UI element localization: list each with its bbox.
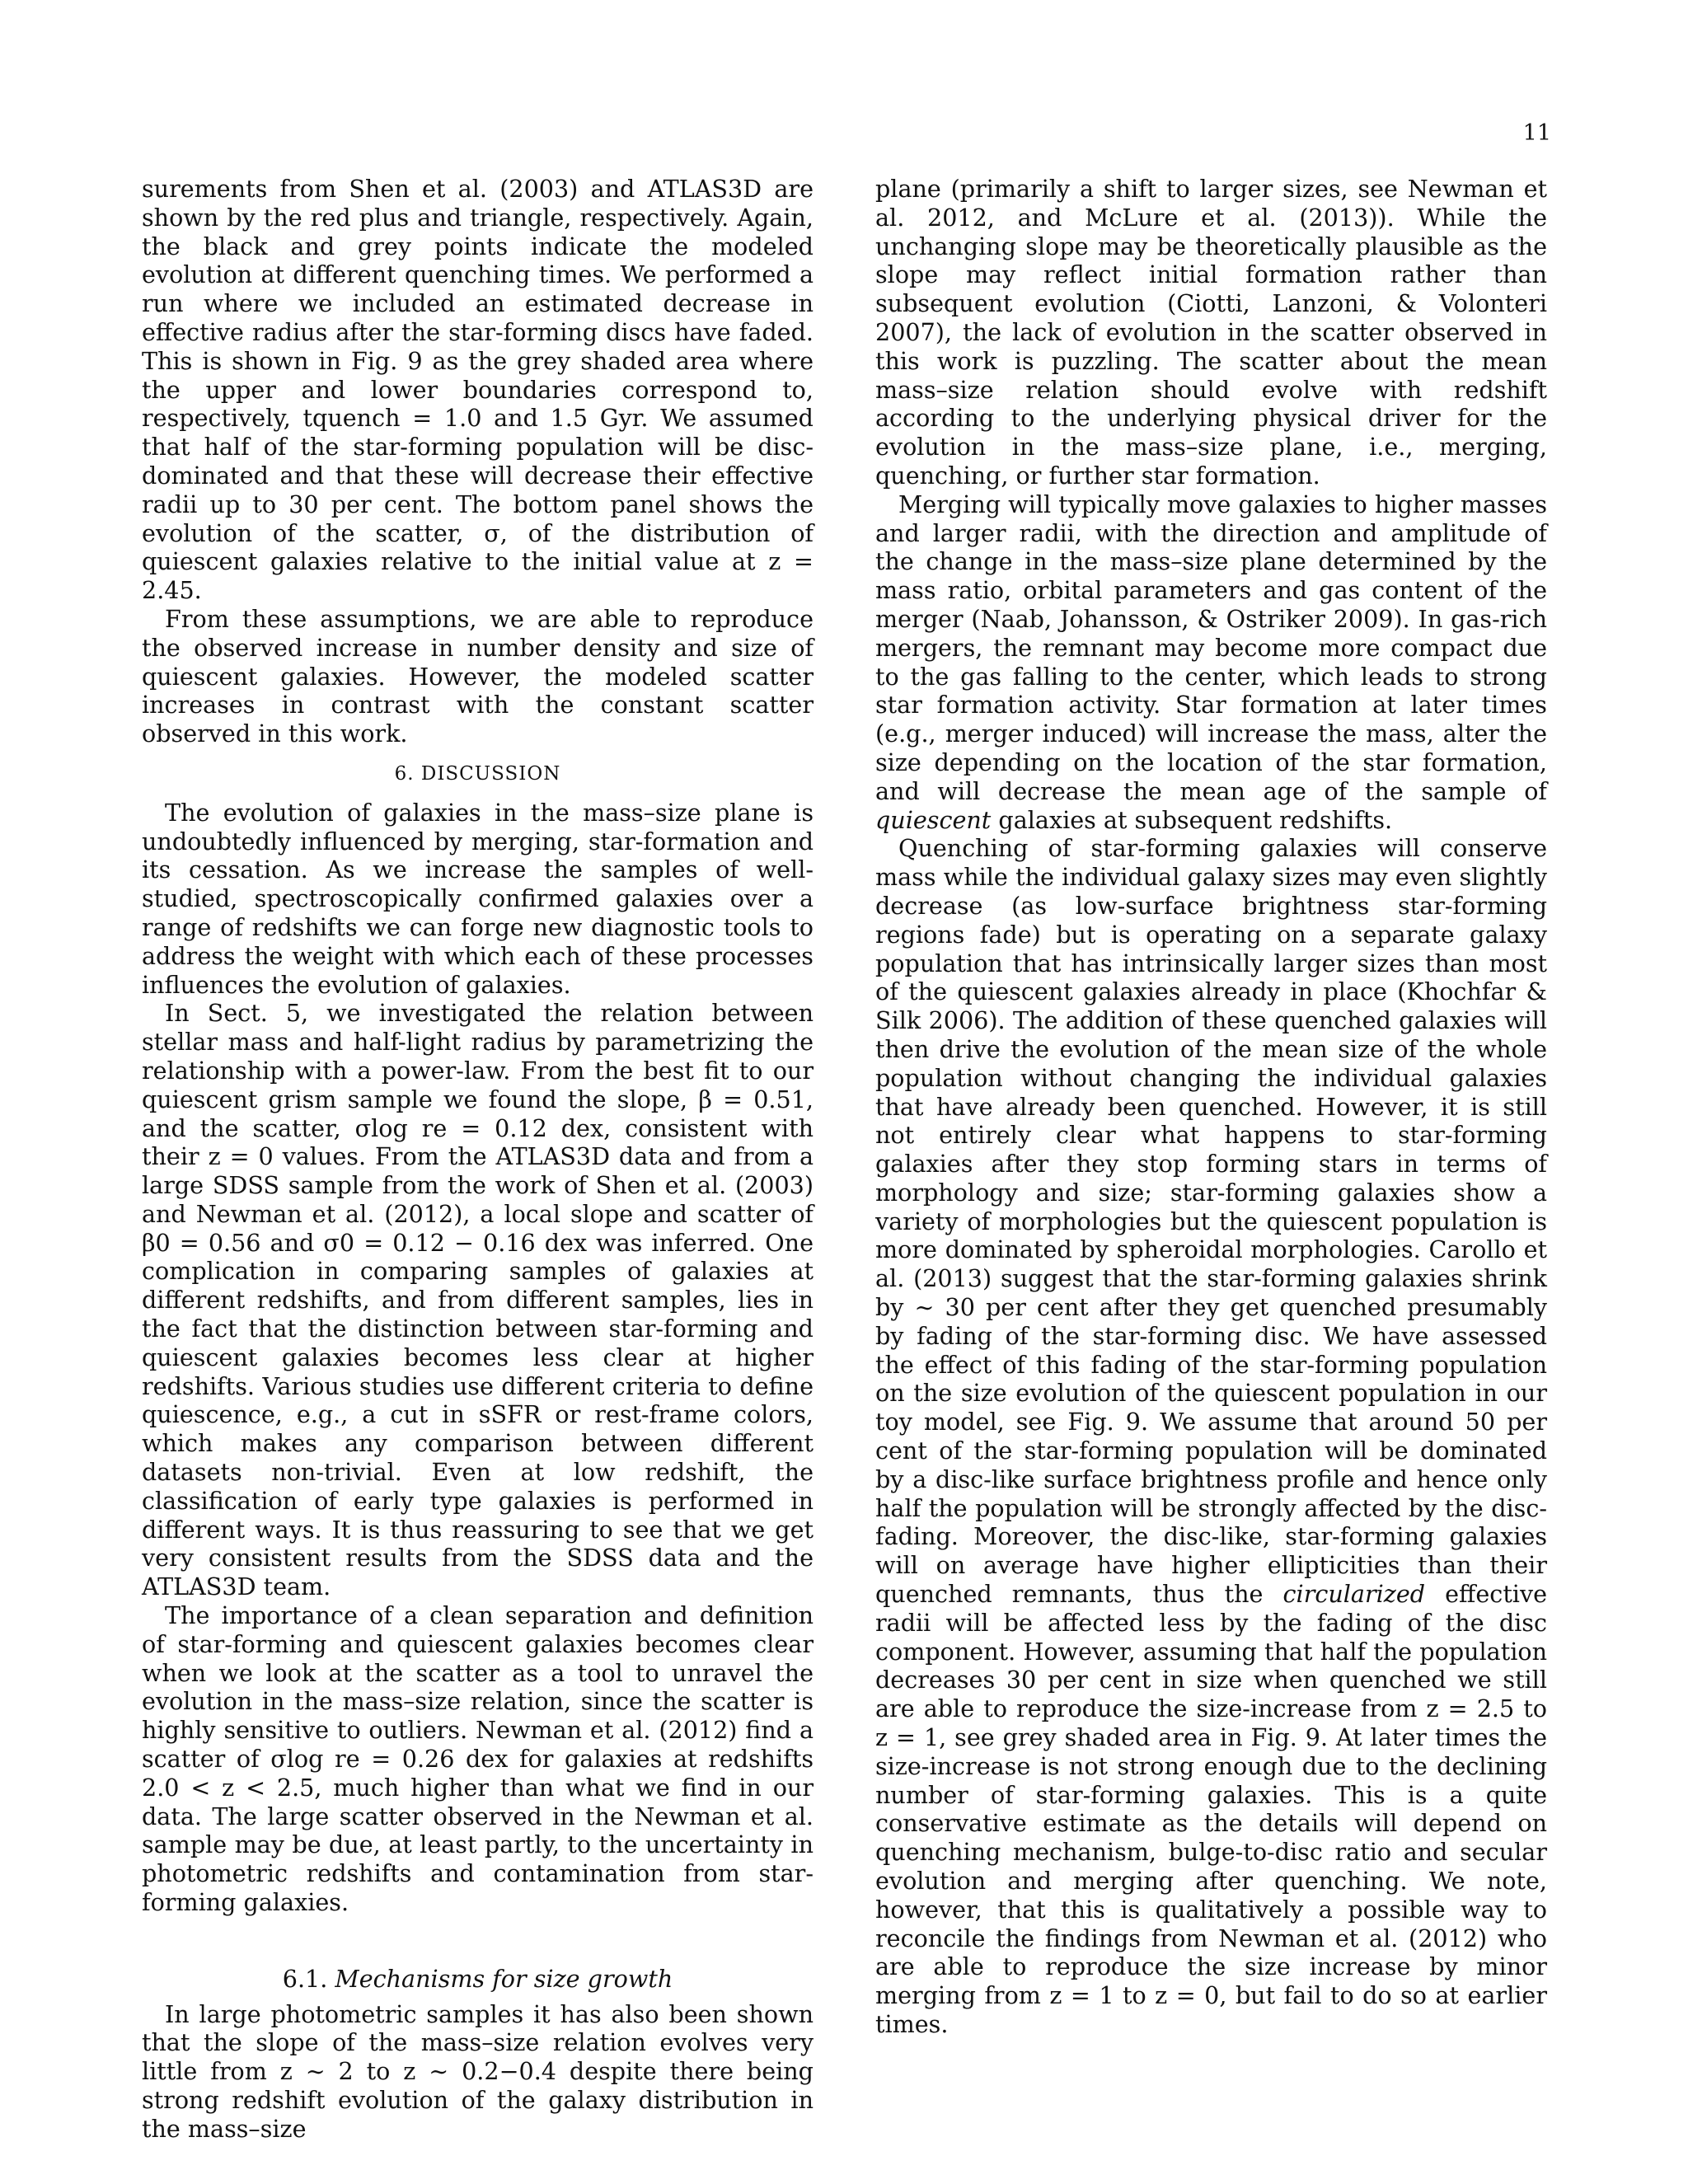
paragraph: The evolution of galaxies in the mass–size plane is undoubtedly influenced by merging, star-formation and its cessation. As we increase the samples of well-studied, spectroscopically confirmed galaxies over a range of redshifts we can forge new diagnostic tools to address the weight with which each of these processes influences the evolution of galaxies. — [142, 798, 814, 999]
paragraph: plane (primarily a shift to larger sizes, see Newman et al. 2012, and McLure et al. (2013)). While the unchanging slope may be theoretically plausible as the slope may reflect initial formation rather than subsequent evolution (Ciotti, Lanzoni, & Volonteri 2007), the lack of evolution in the scatter observed in this work is puzzling. The scatter about the mean mass–size relation should evolve with redshift according to the underlying physical driver for the evolution in the mass–size plane, i.e., merging, quenching, or further star formation. — [875, 175, 1547, 490]
paragraph: The importance of a clean separation and definition of star-forming and quiescent galaxies becomes clear when we look at the scatter as a tool to unravel the evolution in the mass–size relation, since the scatter is highly sensitive to outliers. Newman et al. (2012) find a scatter of σlog re = 0.26 dex for galaxies at redshifts 2.0 < z < 2.5, much higher than what we find in our data. The large scatter observed in the Newman et al. sample may be due, at least partly, to the uncertainty in photometric redshifts and contamination from star-forming galaxies. — [142, 1601, 814, 1917]
subsection-number: 6.1. — [282, 1964, 328, 1993]
right-column — [875, 175, 1547, 2039]
subsection-heading — [142, 1965, 814, 1994]
subsection-title: Mechanisms for size growth — [335, 1964, 673, 1993]
paragraph-text: Quenching of star-forming galaxies will conserve mass while the individual galaxy sizes may even slightly decrease (as low-surface brightness star-forming regions fade) but is operating on a separate galaxy population that has intrinsically larger sizes than most of the quiescent galaxies already in place (Khochfar & Silk 2006). The addition of these quenched galaxies will then drive the evolution of the mean size of the whole population without changing the individual galaxies that have already been quenched. However, it is still not entirely clear what happens to star-forming galaxies after they stop forming stars in terms of morphology and size; star-forming galaxies show a variety of morphologies but the quiescent population is more dominated by spheroidal morphologies. Carollo et al. (2013) suggest that the star-forming galaxies shrink by ∼ 30 per cent after they get quenched presumably by fading of the star-forming disc. We have assessed the effect of this fading of the star-forming population on the size evolution of the quiescent population in our toy model, see Fig. 9. We assume that around 50 per cent of the star-forming population will be dominated by a disc-like surface brightness profile and hence only half the population will be strongly affected by the disc-fading. Moreover, the disc-like, star-forming galaxies will on average have higher ellipticities than their quenched remnants, thus the — [875, 834, 1547, 1609]
left-column — [142, 175, 814, 2144]
paragraph-text: galaxies at subsequent redshifts. — [998, 805, 1393, 834]
paragraph: In large photometric samples it has also been shown that the slope of the mass–size relation evolves very little from z ∼ 2 to z ∼ 0.2−0.4 despite there being strong redshift evolution of the galaxy distribution in the mass–size — [142, 1999, 814, 2143]
paragraph: From these assumptions, we are able to reproduce the observed increase in number density and size of quiescent galaxies. However, the modeled scatter increases in contrast with the constant scatter observed in this work. — [142, 604, 814, 748]
paragraph-text: Merging will typically move galaxies to higher masses and larger radii, with the direction and amplitude of the change in the mass–size plane determined by the mass ratio, orbital parameters and gas content of the merger (Naab, Johansson, & Ostriker 2009). In gas-rich mergers, the remnant may become more compact due to the gas falling to the center, which leads to strong star formation activity. Star formation at later times (e.g., merger induced) will increase the mass, alter the size depending on the location of the star formation, and will decrease the mean age of the sample of — [875, 490, 1547, 805]
paragraph: In Sect. 5, we investigated the relation between stellar mass and half-light radius by parametrizing the relationship with a power-law. From the best fit to our quiescent grism sample we found the slope, β = 0.51, and the scatter, σlog re = 0.12 dex, consistent with their z = 0 values. From the ATLAS3D data and from a large SDSS sample from the work of Shen et al. (2003) and Newman et al. (2012), a local slope and scatter of β0 = 0.56 and σ0 = 0.12 − 0.16 dex was inferred. One complication in comparing samples of galaxies at different redshifts, and from different samples, lies in the fact that the distinction between star-forming and quiescent galaxies becomes less clear at higher redshifts. Various studies use different criteria to define quiescence, e.g., a cut in sSFR or rest-frame colors, which makes any comparison between different datasets non-trivial. Even at low redshift, the classification of early type galaxies is performed in different ways. It is thus reassuring to see that we get very consistent results from the SDSS data and the ATLAS3D team. — [142, 999, 814, 1601]
paragraph — [875, 834, 1547, 2038]
paragraph-text: effective radii will be affected less by the fading of the disc component. However, assuming that half the population decreases 30 per cent in size when quenched we still are able to reproduce the size-increase from z = 2.5 to z = 1, see grey shaded area in Fig. 9. At later times the size-increase is not strong enough due to the declining number of star-forming galaxies. This is a quite conservative estimate as the details will depend on quenching mechanism, bulge-to-disc ratio and secular evolution and merging after quenching. We note, however, that this is qualitatively a possible way to reconcile the findings from Newman et al. (2012) who are able to reproduce the size increase by minor merging from z = 1 to z = 0, but fail to do so at earlier times. — [875, 1580, 1548, 2038]
emphasis: quiescent — [875, 805, 992, 834]
emphasis: circularized — [1282, 1580, 1426, 1609]
paragraph: surements from Shen et al. (2003) and ATLAS3D are shown by the red plus and triangle, respectively. Again, the black and grey points indicate the modeled evolution at different quenching times. We performed a run where we included an estimated decrease in effective radius after the star-forming discs have faded. This is shown in Fig. 9 as the grey shaded area where the upper and lower boundaries correspond to, respectively, tquench = 1.0 and 1.5 Gyr. We assumed that half of the star-forming population will be disc-dominated and that these will decrease their effective radii up to 30 per cent. The bottom panel shows the evolution of the scatter, σ, of the distribution of quiescent galaxies relative to the initial value at z = 2.45. — [142, 175, 814, 605]
page-number: 11 — [1522, 120, 1551, 146]
section-heading: 6. DISCUSSION — [394, 762, 561, 785]
paragraph — [875, 490, 1547, 835]
